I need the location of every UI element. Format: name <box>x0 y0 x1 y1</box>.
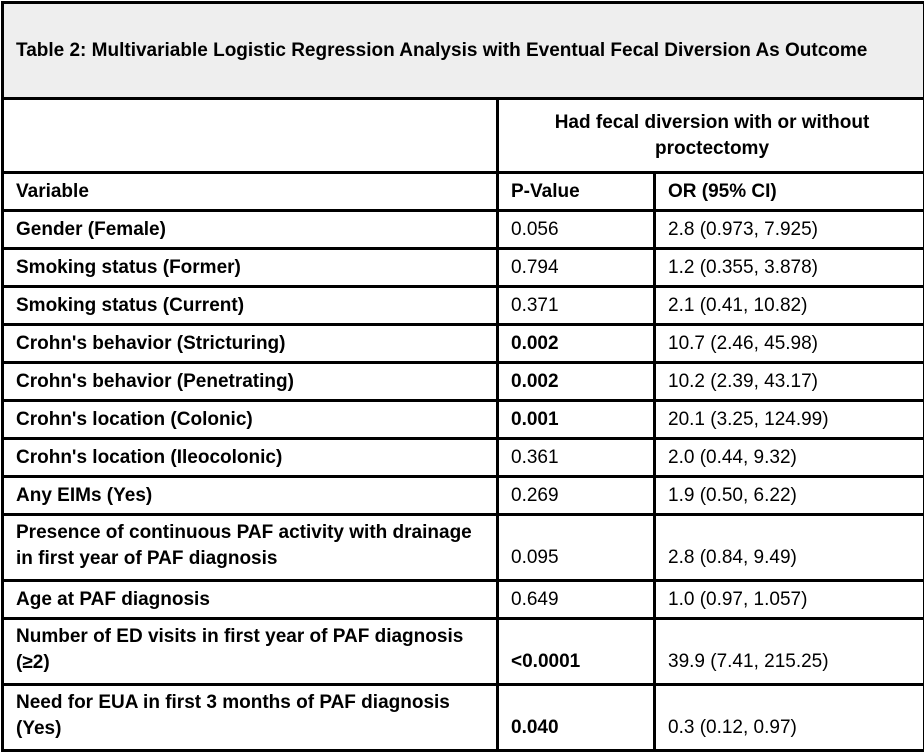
p-value-cell: 0.371 <box>498 287 655 325</box>
or-cell: 2.0 (0.44, 9.32) <box>655 439 924 477</box>
p-value-cell: 0.794 <box>498 249 655 287</box>
table-row <box>3 363 924 401</box>
variable-cell: Age at PAF diagnosis <box>3 581 498 619</box>
table-row <box>3 685 924 751</box>
p-value-cell: 0.361 <box>498 439 655 477</box>
or-cell: 10.2 (2.39, 43.17) <box>655 363 924 401</box>
p-value-cell: 0.002 <box>498 363 655 401</box>
table-row <box>3 581 924 619</box>
table-row <box>3 439 924 477</box>
p-value-cell: 0.649 <box>498 581 655 619</box>
column-header-p-value: P-Value <box>498 173 655 211</box>
regression-table <box>1 1 924 752</box>
group-header-row <box>3 99 924 173</box>
p-value-cell: 0.040 <box>498 685 655 751</box>
variable-cell: Presence of continuous PAF activity with drainage in first year of PAF diagnosis <box>3 515 498 581</box>
column-header-or: OR (95% CI) <box>655 173 924 211</box>
table-row <box>3 211 924 249</box>
group-header: Had fecal diversion with or without proctectomy <box>498 99 924 173</box>
p-value-cell: 0.001 <box>498 401 655 439</box>
variable-cell: Crohn's behavior (Penetrating) <box>3 363 498 401</box>
p-value-cell: 0.002 <box>498 325 655 363</box>
or-cell: 2.8 (0.84, 9.49) <box>655 515 924 581</box>
p-value-cell: <0.0001 <box>498 619 655 685</box>
or-cell: 20.1 (3.25, 124.99) <box>655 401 924 439</box>
variable-cell: Any EIMs (Yes) <box>3 477 498 515</box>
or-cell: 1.9 (0.50, 6.22) <box>655 477 924 515</box>
p-value-cell: 0.056 <box>498 211 655 249</box>
variable-cell: Need for EUA in first 3 months of PAF diagnosis (Yes) <box>3 685 498 751</box>
or-cell: 1.2 (0.355, 3.878) <box>655 249 924 287</box>
table-title: Table 2: Multivariable Logistic Regression Analysis with Eventual Fecal Diversion As Outcome <box>3 3 924 99</box>
table-row <box>3 249 924 287</box>
or-cell: 2.8 (0.973, 7.925) <box>655 211 924 249</box>
column-header-variable: Variable <box>3 173 498 211</box>
variable-cell: Crohn's location (Ileocolonic) <box>3 439 498 477</box>
p-value-cell: 0.269 <box>498 477 655 515</box>
empty-header-cell <box>3 99 498 173</box>
or-cell: 39.9 (7.41, 215.25) <box>655 619 924 685</box>
variable-cell: Crohn's location (Colonic) <box>3 401 498 439</box>
table-row <box>3 619 924 685</box>
variable-cell: Smoking status (Current) <box>3 287 498 325</box>
variable-cell: Crohn's behavior (Stricturing) <box>3 325 498 363</box>
table-row <box>3 287 924 325</box>
table-row <box>3 401 924 439</box>
table-row <box>3 515 924 581</box>
or-cell: 2.1 (0.41, 10.82) <box>655 287 924 325</box>
variable-cell: Number of ED visits in first year of PAF diagnosis (≥2) <box>3 619 498 685</box>
p-value-cell: 0.095 <box>498 515 655 581</box>
variable-cell: Smoking status (Former) <box>3 249 498 287</box>
or-cell: 10.7 (2.46, 45.98) <box>655 325 924 363</box>
variable-cell: Gender (Female) <box>3 211 498 249</box>
or-cell: 0.3 (0.12, 0.97) <box>655 685 924 751</box>
table-row <box>3 477 924 515</box>
or-cell: 1.0 (0.97, 1.057) <box>655 581 924 619</box>
table-row <box>3 325 924 363</box>
title-row <box>3 3 924 99</box>
column-header-row <box>3 173 924 211</box>
